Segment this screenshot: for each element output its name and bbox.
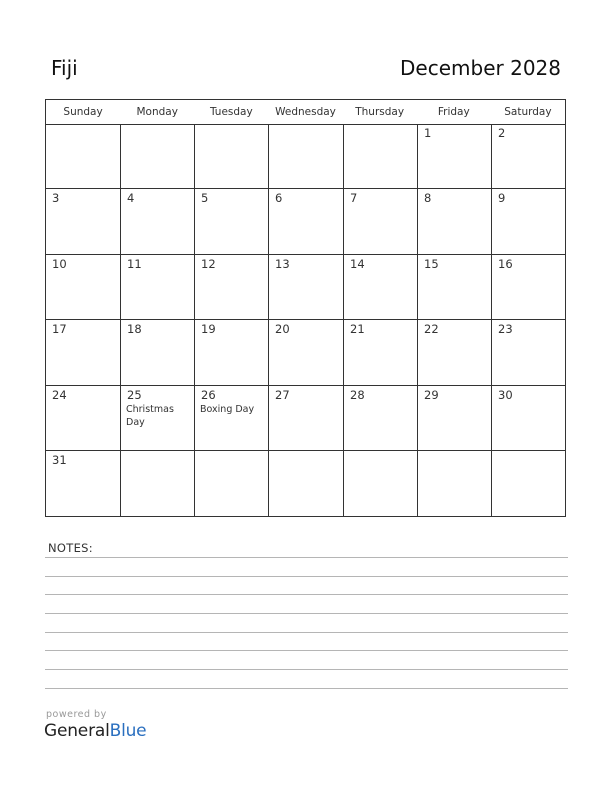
- day-cell[interactable]: [121, 451, 195, 516]
- day-number: 2: [498, 126, 506, 140]
- day-number: 31: [52, 453, 67, 467]
- day-number: 6: [275, 191, 283, 205]
- day-cell[interactable]: [46, 386, 121, 451]
- day-cell[interactable]: [492, 386, 565, 451]
- day-number: 29: [424, 388, 439, 402]
- day-cell[interactable]: [195, 189, 269, 255]
- notes-label: NOTES:: [48, 541, 93, 555]
- day-cell[interactable]: [344, 189, 418, 255]
- weekday-monday: Monday: [136, 106, 178, 118]
- day-cell[interactable]: [46, 124, 121, 189]
- powered-by-text: powered by: [46, 709, 107, 720]
- day-number: 20: [275, 322, 290, 336]
- weekday-saturday: Saturday: [504, 106, 552, 118]
- day-cell[interactable]: [269, 189, 344, 255]
- day-cell[interactable]: [195, 320, 269, 386]
- day-cell[interactable]: [344, 255, 418, 320]
- day-number: 4: [127, 191, 135, 205]
- day-number: 19: [201, 322, 216, 336]
- day-number: 24: [52, 388, 67, 402]
- day-number: 28: [350, 388, 365, 402]
- day-cell[interactable]: [492, 320, 565, 386]
- day-cell[interactable]: [418, 386, 492, 451]
- note-line: [45, 613, 568, 614]
- day-number: 15: [424, 257, 439, 271]
- note-line: [45, 576, 568, 577]
- day-number: 1: [424, 126, 432, 140]
- day-cell[interactable]: [418, 451, 492, 516]
- note-line: [45, 650, 568, 651]
- day-number: 26: [201, 388, 216, 402]
- day-cell[interactable]: [344, 320, 418, 386]
- day-cell[interactable]: [269, 386, 344, 451]
- day-number: 7: [350, 191, 358, 205]
- note-line: [45, 669, 568, 670]
- day-number: 22: [424, 322, 439, 336]
- day-cell[interactable]: [46, 189, 121, 255]
- day-cell[interactable]: [492, 124, 565, 189]
- day-cell[interactable]: [492, 189, 565, 255]
- day-number: 17: [52, 322, 67, 336]
- day-cell[interactable]: [121, 386, 195, 451]
- day-number: 30: [498, 388, 513, 402]
- day-cell[interactable]: [121, 255, 195, 320]
- day-cell[interactable]: [195, 255, 269, 320]
- day-number: 21: [350, 322, 365, 336]
- weekday-wednesday: Wednesday: [275, 106, 336, 118]
- day-cell[interactable]: [492, 451, 565, 516]
- day-number: 12: [201, 257, 216, 271]
- note-line: [45, 688, 568, 689]
- day-number: 23: [498, 322, 513, 336]
- note-line: [45, 594, 568, 595]
- day-cell[interactable]: [269, 451, 344, 516]
- day-cell[interactable]: [269, 124, 344, 189]
- day-cell[interactable]: [344, 386, 418, 451]
- day-cell[interactable]: [46, 255, 121, 320]
- calendar-grid: [45, 99, 566, 517]
- note-line: [45, 557, 568, 558]
- day-cell[interactable]: [121, 320, 195, 386]
- day-number: 11: [127, 257, 142, 271]
- month-title: December 2028: [400, 56, 561, 80]
- day-cell[interactable]: [418, 255, 492, 320]
- day-cell[interactable]: [269, 320, 344, 386]
- day-cell[interactable]: [121, 189, 195, 255]
- weekday-sunday: Sunday: [63, 106, 103, 118]
- day-number: 27: [275, 388, 290, 402]
- day-number: 13: [275, 257, 290, 271]
- calendar-days: [46, 124, 565, 516]
- day-cell[interactable]: [121, 124, 195, 189]
- day-number: 5: [201, 191, 209, 205]
- day-number: 25: [127, 388, 142, 402]
- day-number: 3: [52, 191, 60, 205]
- brand-general: General: [44, 721, 110, 741]
- day-number: 10: [52, 257, 67, 271]
- weekday-thursday: Thursday: [355, 106, 405, 118]
- day-cell[interactable]: [46, 451, 121, 516]
- day-cell[interactable]: [195, 386, 269, 451]
- day-cell[interactable]: [195, 451, 269, 516]
- day-number: 14: [350, 257, 365, 271]
- country-title: Fiji: [51, 56, 78, 80]
- day-number: 16: [498, 257, 513, 271]
- day-number: 18: [127, 322, 142, 336]
- day-cell[interactable]: [344, 451, 418, 516]
- day-cell[interactable]: [344, 124, 418, 189]
- holiday-label: Boxing Day: [200, 404, 255, 415]
- holiday-label: Christmas Day: [126, 404, 174, 428]
- day-cell[interactable]: [418, 124, 492, 189]
- day-number: 8: [424, 191, 432, 205]
- day-cell[interactable]: [418, 320, 492, 386]
- weekday-friday: Friday: [437, 106, 470, 118]
- day-number: 9: [498, 191, 506, 205]
- day-cell[interactable]: [418, 189, 492, 255]
- day-cell[interactable]: [195, 124, 269, 189]
- day-cell[interactable]: [492, 255, 565, 320]
- generalblue-logo[interactable]: [44, 721, 146, 741]
- weekday-header-row: [46, 100, 565, 125]
- brand-blue: Blue: [109, 721, 147, 741]
- note-line: [45, 632, 568, 633]
- day-cell[interactable]: [46, 320, 121, 386]
- day-cell[interactable]: [269, 255, 344, 320]
- weekday-tuesday: Tuesday: [209, 106, 253, 118]
